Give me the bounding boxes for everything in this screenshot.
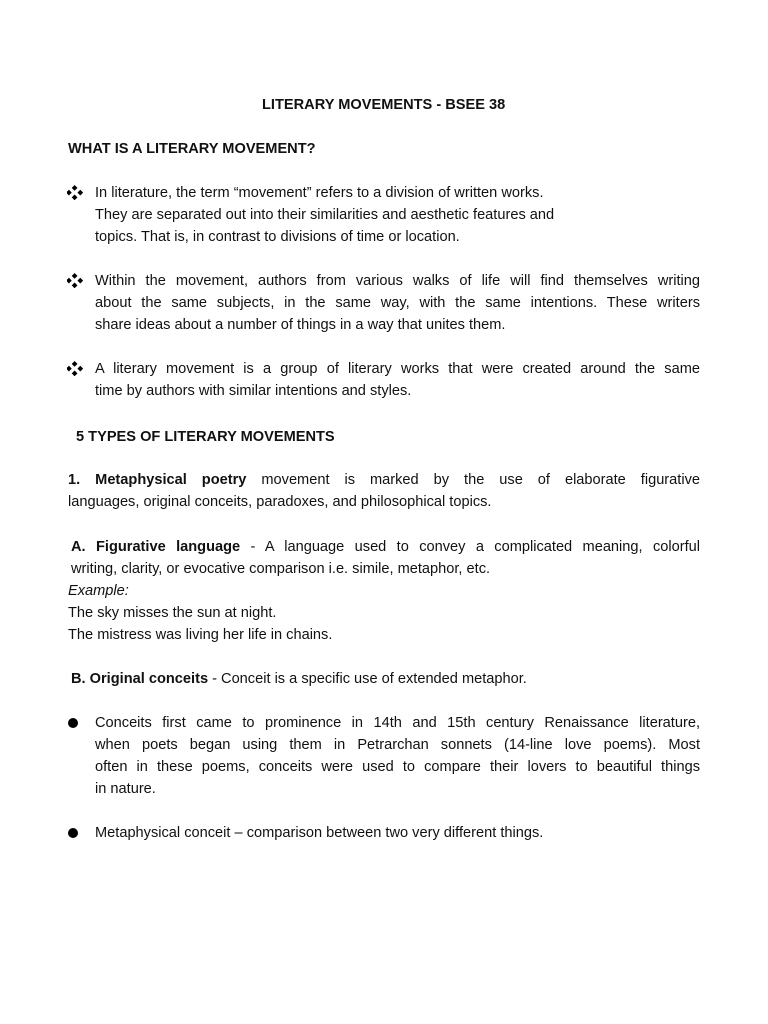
bullet-1-line-1: In literature, the term “movement” refers to a division of written works. [95, 185, 544, 201]
bullet-1-line-2: They are separated out into their similarities and aesthetic features and [95, 207, 555, 223]
dot-bullet-2-line-1: Metaphysical conceit – comparison between two very different things. [95, 825, 544, 841]
item-1-line-2: languages, original conceits, paradoxes, and philosophical topics. [68, 494, 492, 510]
heading-five-types: 5 TYPES OF LITERARY MOVEMENTS [76, 429, 335, 445]
bullet-3-line-1: A literary movement is a group of literary works that were created around the same [95, 361, 700, 377]
dot-bullet-1-line-2: when poets began using them in Petrarchan sonnets (14-line love poems). Most [95, 737, 700, 753]
round-bullet-icon [68, 718, 78, 728]
bullet-2-line-3: share ideas about a number of things in a way that unites them. [95, 317, 506, 333]
diamond-bullet-icon [67, 273, 83, 289]
bullet-3-line-2: time by authors with similar intentions and styles. [95, 383, 412, 399]
item-b: B. Original conceits - Conceit is a specific use of extended metaphor. [71, 671, 527, 687]
bullet-2-line-2: about the same subjects, in the same way, with the same intentions. These writers [95, 295, 700, 311]
round-bullet-icon [68, 828, 78, 838]
bullet-1-line-3: topics. That is, in contrast to divisions of time or location. [95, 229, 460, 245]
bullet-2-line-1: Within the movement, authors from various walks of life will find themselves writing [95, 273, 700, 289]
example-2: The mistress was living her life in chains. [68, 627, 333, 643]
item-a-line-1: A. Figurative language - A language used to convey a complicated meaning, colorful [71, 539, 700, 555]
dot-bullet-1-line-1: Conceits first came to prominence in 14th and 15th century Renaissance literature, [95, 715, 700, 731]
heading-what-is: WHAT IS A LITERARY MOVEMENT? [68, 141, 316, 157]
diamond-bullet-icon [67, 185, 83, 201]
item-1-line-1: 1. Metaphysical poetry movement is marked by the use of elaborate figurative [68, 472, 700, 488]
item-a-line-2: writing, clarity, or evocative comparison i.e. simile, metaphor, etc. [71, 561, 491, 577]
example-1: The sky misses the sun at night. [68, 605, 277, 621]
document-title: LITERARY MOVEMENTS - BSEE 38 [262, 97, 506, 113]
dot-bullet-1-line-3: often in these poems, conceits were used to compare their lovers to beautiful things [95, 759, 700, 775]
example-label: Example: [68, 583, 129, 599]
dot-bullet-1-line-4: in nature. [95, 781, 156, 797]
diamond-bullet-icon [67, 361, 83, 377]
